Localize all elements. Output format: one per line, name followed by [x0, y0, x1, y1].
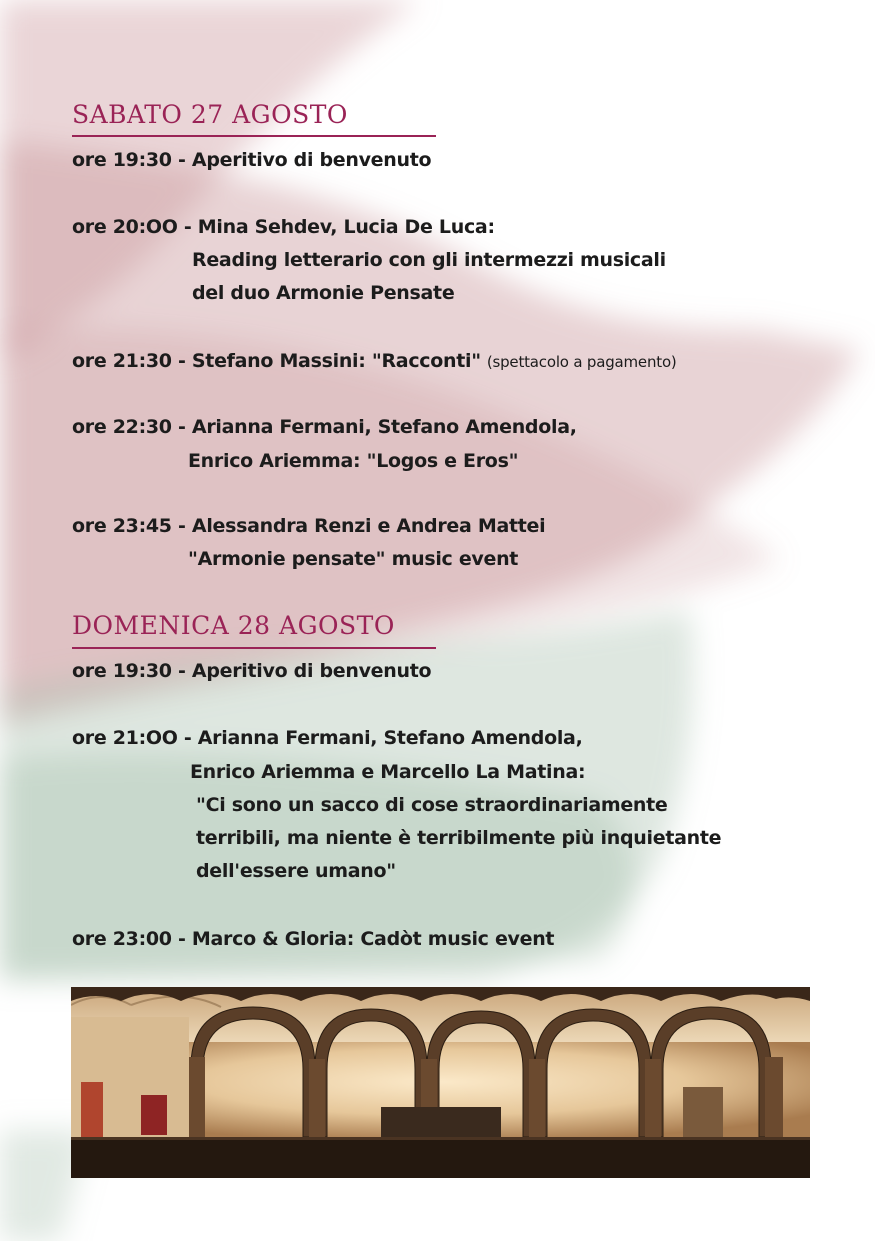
event-line: Enrico Ariemma e Marcello La Matina: — [190, 761, 586, 783]
heading-underline — [72, 135, 436, 137]
event-text: ore 21:30 - Stefano Massini: "Racconti" — [72, 350, 481, 372]
event-note: (spettacolo a pagamento) — [486, 353, 677, 371]
event-line: "Ci sono un sacco di cose straordinariamente — [196, 794, 668, 816]
event-line: ore 19:30 - Aperitivo di benvenuto — [72, 660, 432, 682]
day-heading-sunday: DOMENICA 28 AGOSTO — [72, 611, 395, 640]
event-line: dell'essere umano" — [196, 860, 396, 882]
event-line: ore 19:30 - Aperitivo di benvenuto — [72, 149, 432, 171]
event-line: ore 23:45 - Alessandra Renzi e Andrea Mattei — [72, 515, 546, 537]
heading-underline — [72, 647, 436, 649]
event-line: Enrico Ariemma: "Logos e Eros" — [188, 450, 519, 472]
event-line: ore 21:OO - Arianna Fermani, Stefano Amendola, — [72, 727, 583, 749]
cloister-arcade-illustration — [71, 987, 810, 1178]
event-line: ore 23:00 - Marco & Gloria: Cadòt music event — [72, 928, 555, 950]
event-line: del duo Armonie Pensate — [192, 282, 455, 304]
event-line: Reading letterario con gli intermezzi musicali — [192, 249, 666, 271]
event-line: ore 20:OO - Mina Sehdev, Lucia De Luca: — [72, 216, 495, 238]
event-line: ore 22:30 - Arianna Fermani, Stefano Amendola, — [72, 416, 577, 438]
cloister-photo — [71, 987, 810, 1178]
day-heading-saturday: SABATO 27 AGOSTO — [72, 100, 348, 129]
event-line: "Armonie pensate" music event — [188, 548, 519, 570]
event-line: terribili, ma niente è terribilmente più inquietante — [196, 827, 722, 849]
event-line-with-note — [72, 350, 677, 372]
